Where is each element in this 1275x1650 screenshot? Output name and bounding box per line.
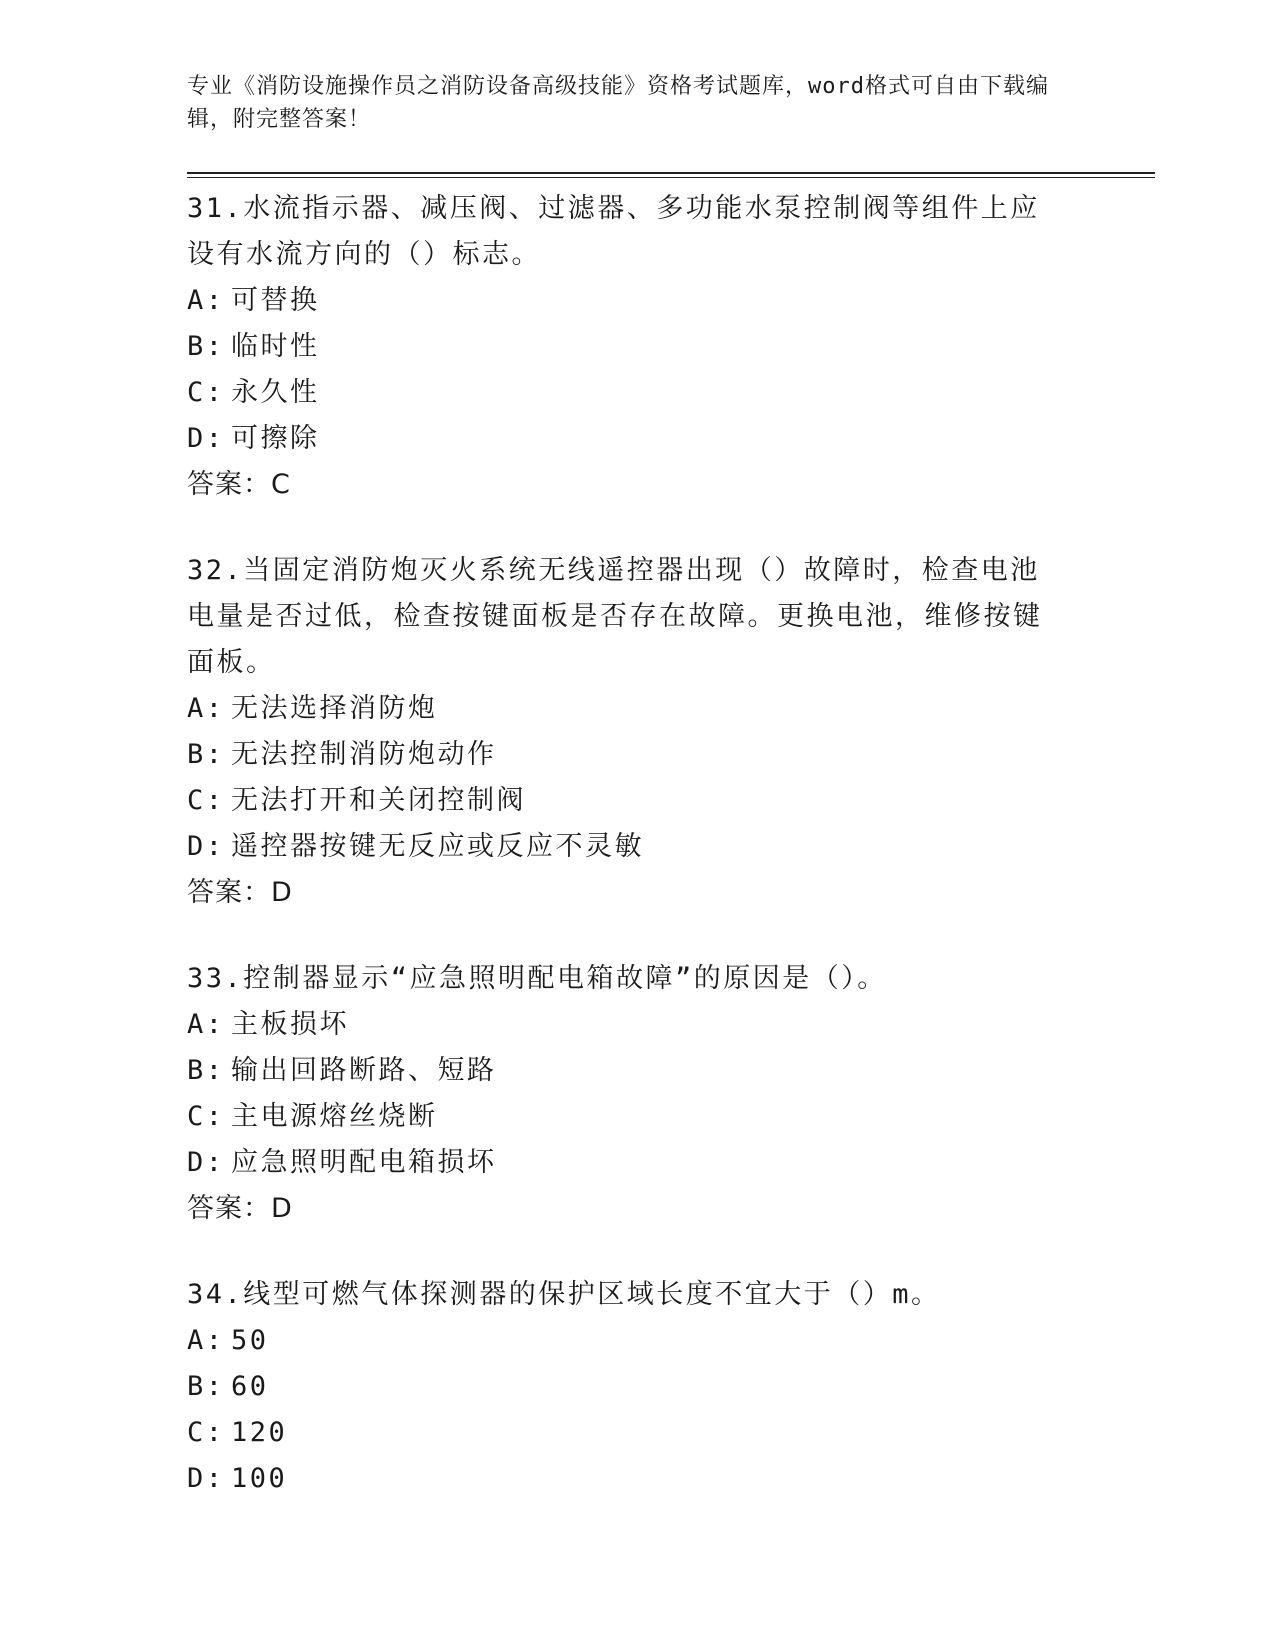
question-34 (187, 1272, 1155, 1502)
option-text: 遥控器按键无反应或反应不灵敏 (231, 831, 644, 862)
option-d (187, 824, 1155, 870)
question-stem: 32.当固定消防炮灭火系统无线遥控器出现（）故障时，检查电池电量是否过低，检查按键面板是否存在故障。更换电池，维修按键面板。 (187, 555, 1043, 678)
option-text: 50 (231, 1325, 269, 1356)
option-list (187, 278, 1155, 462)
option-text: 应急照明配电箱损坏 (231, 1147, 497, 1178)
option-c (187, 370, 1155, 416)
option-text: 临时性 (231, 331, 320, 362)
option-text: 永久性 (231, 377, 320, 408)
question-stem: 34.线型可燃气体探测器的保护区域长度不宜大于（）m。 (187, 1279, 941, 1310)
answer-line: 答案：C (187, 469, 291, 500)
option-text: 可替换 (231, 285, 320, 316)
option-text: 无法打开和关闭控制阀 (231, 785, 526, 816)
option-list (187, 1318, 1155, 1502)
option-key: C: (187, 1101, 225, 1132)
question-stem: 31.水流指示器、减压阀、过滤器、多功能水泵控制阀等组件上应设有水流方向的（）标志。 (187, 193, 1040, 270)
option-text: 主板损坏 (231, 1009, 349, 1040)
option-text: 无法选择消防炮 (231, 693, 438, 724)
question-stem: 33.控制器显示“应急照明配电箱故障”的原因是（）。 (187, 963, 887, 994)
option-b (187, 324, 1155, 370)
document-header-note: 专业《消防设施操作员之消防设备高级技能》资格考试题库，word格式可自由下载编辑，附完整答案！ (187, 74, 1049, 132)
document-page (187, 70, 1155, 1502)
option-list (187, 686, 1155, 870)
option-c (187, 778, 1155, 824)
option-key: D: (187, 423, 225, 454)
option-b (187, 1364, 1155, 1410)
option-a (187, 1318, 1155, 1364)
option-a (187, 1002, 1155, 1048)
option-key: C: (187, 1417, 225, 1448)
option-c (187, 1094, 1155, 1140)
option-d (187, 1456, 1155, 1502)
option-text: 输出回路断路、短路 (231, 1055, 497, 1086)
answer-line: 答案：D (187, 877, 293, 908)
option-b (187, 1048, 1155, 1094)
option-a (187, 686, 1155, 732)
option-key: B: (187, 1371, 225, 1402)
option-key: A: (187, 1325, 225, 1356)
option-key: A: (187, 285, 225, 316)
option-d (187, 416, 1155, 462)
option-key: C: (187, 377, 225, 408)
option-text: 100 (231, 1463, 288, 1494)
option-key: D: (187, 1463, 225, 1494)
option-key: A: (187, 1009, 225, 1040)
option-key: B: (187, 331, 225, 362)
option-a (187, 278, 1155, 324)
question-31 (187, 186, 1155, 508)
question-33 (187, 956, 1155, 1232)
option-d (187, 1140, 1155, 1186)
question-32 (187, 548, 1155, 916)
option-text: 120 (231, 1417, 288, 1448)
option-key: B: (187, 739, 225, 770)
option-key: D: (187, 1147, 225, 1178)
option-list (187, 1002, 1155, 1186)
option-key: C: (187, 785, 225, 816)
header-divider (187, 172, 1155, 178)
option-text: 60 (231, 1371, 269, 1402)
option-b (187, 732, 1155, 778)
option-text: 可擦除 (231, 423, 320, 454)
answer-line: 答案：D (187, 1193, 293, 1224)
option-key: B: (187, 1055, 225, 1086)
option-c (187, 1410, 1155, 1456)
option-key: A: (187, 693, 225, 724)
option-key: D: (187, 831, 225, 862)
option-text: 无法控制消防炮动作 (231, 739, 497, 770)
option-text: 主电源熔丝烧断 (231, 1101, 438, 1132)
